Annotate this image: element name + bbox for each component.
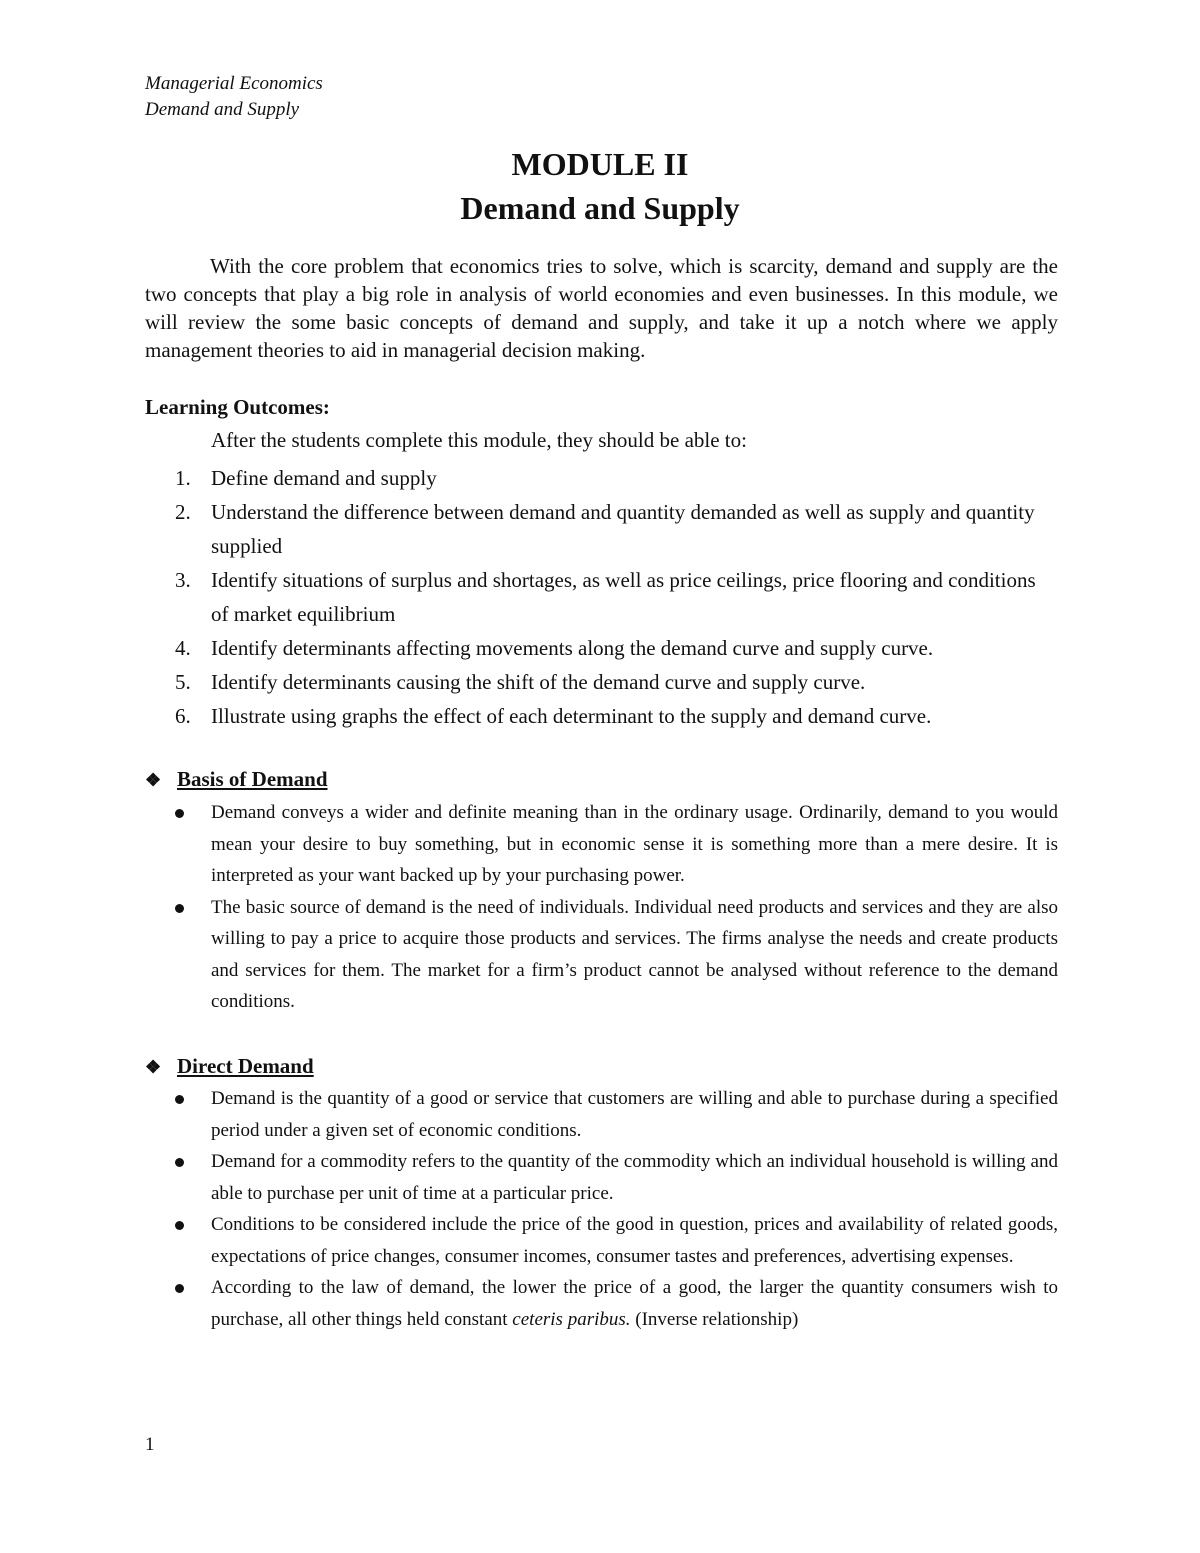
list-text: Demand is the quantity of a good or service that customers are willing and able to purchase during a specified period under a given set of economic conditions. — [211, 1088, 1058, 1141]
list-item — [145, 631, 1058, 665]
list-text: Conditions to be considered include the price of the good in question, prices and availability of related goods, expectations of price changes, consumer incomes, consumer tastes and preferences, advertising expenses. — [211, 1214, 1058, 1267]
diamond-bullet-icon: ❖ — [145, 1057, 162, 1077]
basis-of-demand-list — [145, 797, 1058, 1018]
list-text: Illustrate using graphs the effect of each determinant to the supply and demand curve. — [211, 704, 932, 728]
list-item — [145, 495, 1058, 563]
list-number: 2. — [175, 500, 191, 524]
list-text: Demand for a commodity refers to the quantity of the commodity which an individual household is willing and able to purchase per unit of time at a particular price. — [211, 1151, 1058, 1204]
list-number: 3. — [175, 568, 191, 592]
intro-paragraph: With the core problem that economics tries to solve, which is scarcity, demand and supply are the two concepts that play a big role in analysis of world economies and even businesses. In this module, we will review the some basic concepts of demand and supply, and take it up a notch where we apply management theories to aid in managerial decision making. — [145, 254, 1058, 362]
section-heading-direct-demand — [145, 1054, 314, 1079]
list-item — [145, 1272, 1058, 1335]
list-item — [145, 563, 1058, 631]
list-text: Identify determinants causing the shift of the demand curve and supply curve. — [211, 670, 866, 694]
bullet-dot-icon — [175, 904, 184, 913]
header-topic: Demand and Supply — [145, 99, 300, 120]
section-heading-basis-of-demand — [145, 767, 328, 792]
list-item — [145, 892, 1058, 1018]
bullet-dot-icon — [175, 1221, 184, 1230]
list-text: Identify situations of surplus and shortages, as well as price ceilings, price flooring and conditions of market equilibrium — [211, 568, 1036, 626]
module-title: MODULE II — [511, 146, 689, 182]
list-text: Demand conveys a wider and definite meaning than in the ordinary usage. Ordinarily, demand to you would mean your desire to buy something, but in economic sense it is something more than a mere desire. It is interpreted as your want backed up by your purchasing power. — [211, 802, 1058, 886]
list-item — [145, 1209, 1058, 1272]
diamond-bullet-icon: ❖ — [145, 770, 162, 790]
list-text-italic: ceteris paribus. — [512, 1308, 631, 1330]
list-item — [145, 797, 1058, 892]
list-text: Identify determinants affecting movements along the demand curve and supply curve. — [211, 636, 934, 660]
running-header — [145, 71, 323, 123]
list-text: Define demand and supply — [211, 466, 437, 490]
list-number: 5. — [175, 670, 191, 694]
list-text-before: According to the law of demand, the lower the price of a good, the larger the quantity consumers wish to purchase, all other things held constant — [211, 1277, 1058, 1330]
header-course: Managerial Economics — [145, 73, 323, 94]
bullet-dot-icon — [175, 1158, 184, 1167]
section-heading-text: Basis of Demand — [177, 767, 328, 791]
page-number: 1 — [145, 1434, 155, 1455]
learning-outcomes-list — [145, 461, 1058, 733]
bullet-dot-icon — [175, 1095, 184, 1104]
list-text: Understand the difference between demand and quantity demanded as well as supply and quantity supplied — [211, 500, 1035, 558]
direct-demand-list — [145, 1083, 1058, 1335]
list-text: The basic source of demand is the need of individuals. Individual need products and services and they are also willing to pay a price to acquire those products and services. The firms analyse the needs and create products and services for them. The market for a firm’s product cannot be analysed without reference to the demand conditions. — [211, 896, 1058, 1012]
section-heading-text: Direct Demand — [177, 1054, 314, 1078]
list-number: 4. — [175, 636, 191, 660]
list-item — [145, 461, 1058, 495]
learning-outcomes-lead: After the students complete this module, they should be able to: — [211, 428, 747, 452]
list-item — [145, 1083, 1058, 1146]
module-subtitle: Demand and Supply — [460, 190, 740, 226]
list-item — [145, 665, 1058, 699]
bullet-dot-icon — [175, 809, 184, 818]
list-number: 1. — [175, 466, 191, 490]
learning-outcomes-heading: Learning Outcomes: — [145, 395, 330, 419]
bullet-dot-icon — [175, 1284, 184, 1293]
list-item — [145, 1146, 1058, 1209]
list-item — [145, 699, 1058, 733]
list-number: 6. — [175, 704, 191, 728]
list-text-after: (Inverse relationship) — [630, 1308, 799, 1330]
